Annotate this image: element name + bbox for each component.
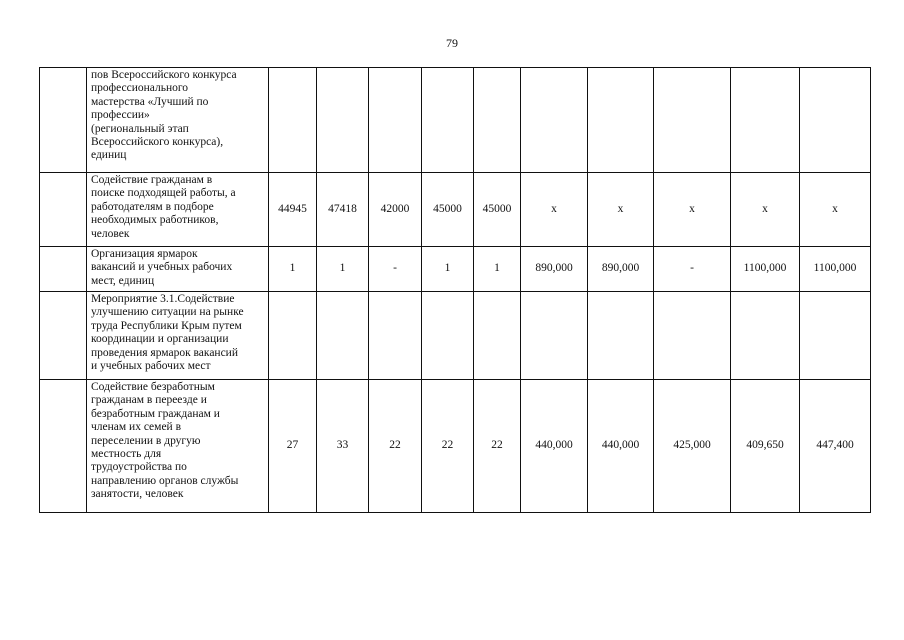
value-cell <box>422 292 474 380</box>
value-cell: 42000 <box>369 173 422 247</box>
number-cell <box>40 68 87 173</box>
value-cell: 1 <box>422 247 474 292</box>
value-cell: 447,400 <box>800 380 871 513</box>
value-cell <box>654 68 731 173</box>
value-cell: 890,000 <box>588 247 654 292</box>
value-cell: х <box>521 173 588 247</box>
value-cell <box>474 292 521 380</box>
value-cell: х <box>800 173 871 247</box>
value-cell: х <box>588 173 654 247</box>
value-cell: 1 <box>269 247 317 292</box>
table-row <box>40 68 871 173</box>
value-cell <box>800 68 871 173</box>
value-cell <box>317 292 369 380</box>
value-cell <box>521 292 588 380</box>
value-cell <box>269 68 317 173</box>
value-cell: 440,000 <box>521 380 588 513</box>
value-cell: 22 <box>474 380 521 513</box>
value-cell: 22 <box>369 380 422 513</box>
description-cell: Содействие безработным гражданам в переезде и безработным гражданам и членам их семей в переселении в другую местность для трудоустройства по направлению органов службы занятости, человек <box>87 380 269 513</box>
value-cell <box>731 68 800 173</box>
value-cell <box>521 68 588 173</box>
description-cell: пов Всероссийского конкурса профессионального мастерства «Лучший по профессии» (региональный этап Всероссийского конкурса), единиц <box>87 68 269 173</box>
value-cell <box>369 68 422 173</box>
value-cell: 409,650 <box>731 380 800 513</box>
table-row <box>40 380 871 513</box>
indicators-table <box>39 67 871 513</box>
value-cell: 1 <box>474 247 521 292</box>
table-row <box>40 247 871 292</box>
number-cell <box>40 380 87 513</box>
value-cell: 1100,000 <box>800 247 871 292</box>
description-cell: Содействие гражданам в поиске подходящей работы, а работодателям в подборе необходимых работников, человек <box>87 173 269 247</box>
value-cell <box>654 292 731 380</box>
value-cell <box>369 292 422 380</box>
value-cell: х <box>654 173 731 247</box>
number-cell <box>40 173 87 247</box>
value-cell: 22 <box>422 380 474 513</box>
table-row <box>40 173 871 247</box>
value-cell: 33 <box>317 380 369 513</box>
value-cell <box>422 68 474 173</box>
value-cell: 890,000 <box>521 247 588 292</box>
number-cell <box>40 247 87 292</box>
value-cell <box>588 292 654 380</box>
description-cell: Организация ярмарок вакансий и учебных рабочих мест, единиц <box>87 247 269 292</box>
value-cell: - <box>654 247 731 292</box>
page-number: 79 <box>446 36 458 50</box>
value-cell <box>474 68 521 173</box>
value-cell <box>317 68 369 173</box>
value-cell: 1100,000 <box>731 247 800 292</box>
description-cell: Мероприятие 3.1.Содействие улучшению ситуации на рынке труда Республики Крым путем координации и организации проведения ярмарок вакансий и учебных рабочих мест <box>87 292 269 380</box>
value-cell: 425,000 <box>654 380 731 513</box>
value-cell <box>731 292 800 380</box>
table-row <box>40 292 871 380</box>
value-cell: - <box>369 247 422 292</box>
value-cell: х <box>731 173 800 247</box>
value-cell: 45000 <box>474 173 521 247</box>
value-cell <box>269 292 317 380</box>
value-cell: 1 <box>317 247 369 292</box>
value-cell <box>588 68 654 173</box>
value-cell <box>800 292 871 380</box>
value-cell: 44945 <box>269 173 317 247</box>
value-cell: 27 <box>269 380 317 513</box>
value-cell: 440,000 <box>588 380 654 513</box>
number-cell <box>40 292 87 380</box>
value-cell: 47418 <box>317 173 369 247</box>
value-cell: 45000 <box>422 173 474 247</box>
